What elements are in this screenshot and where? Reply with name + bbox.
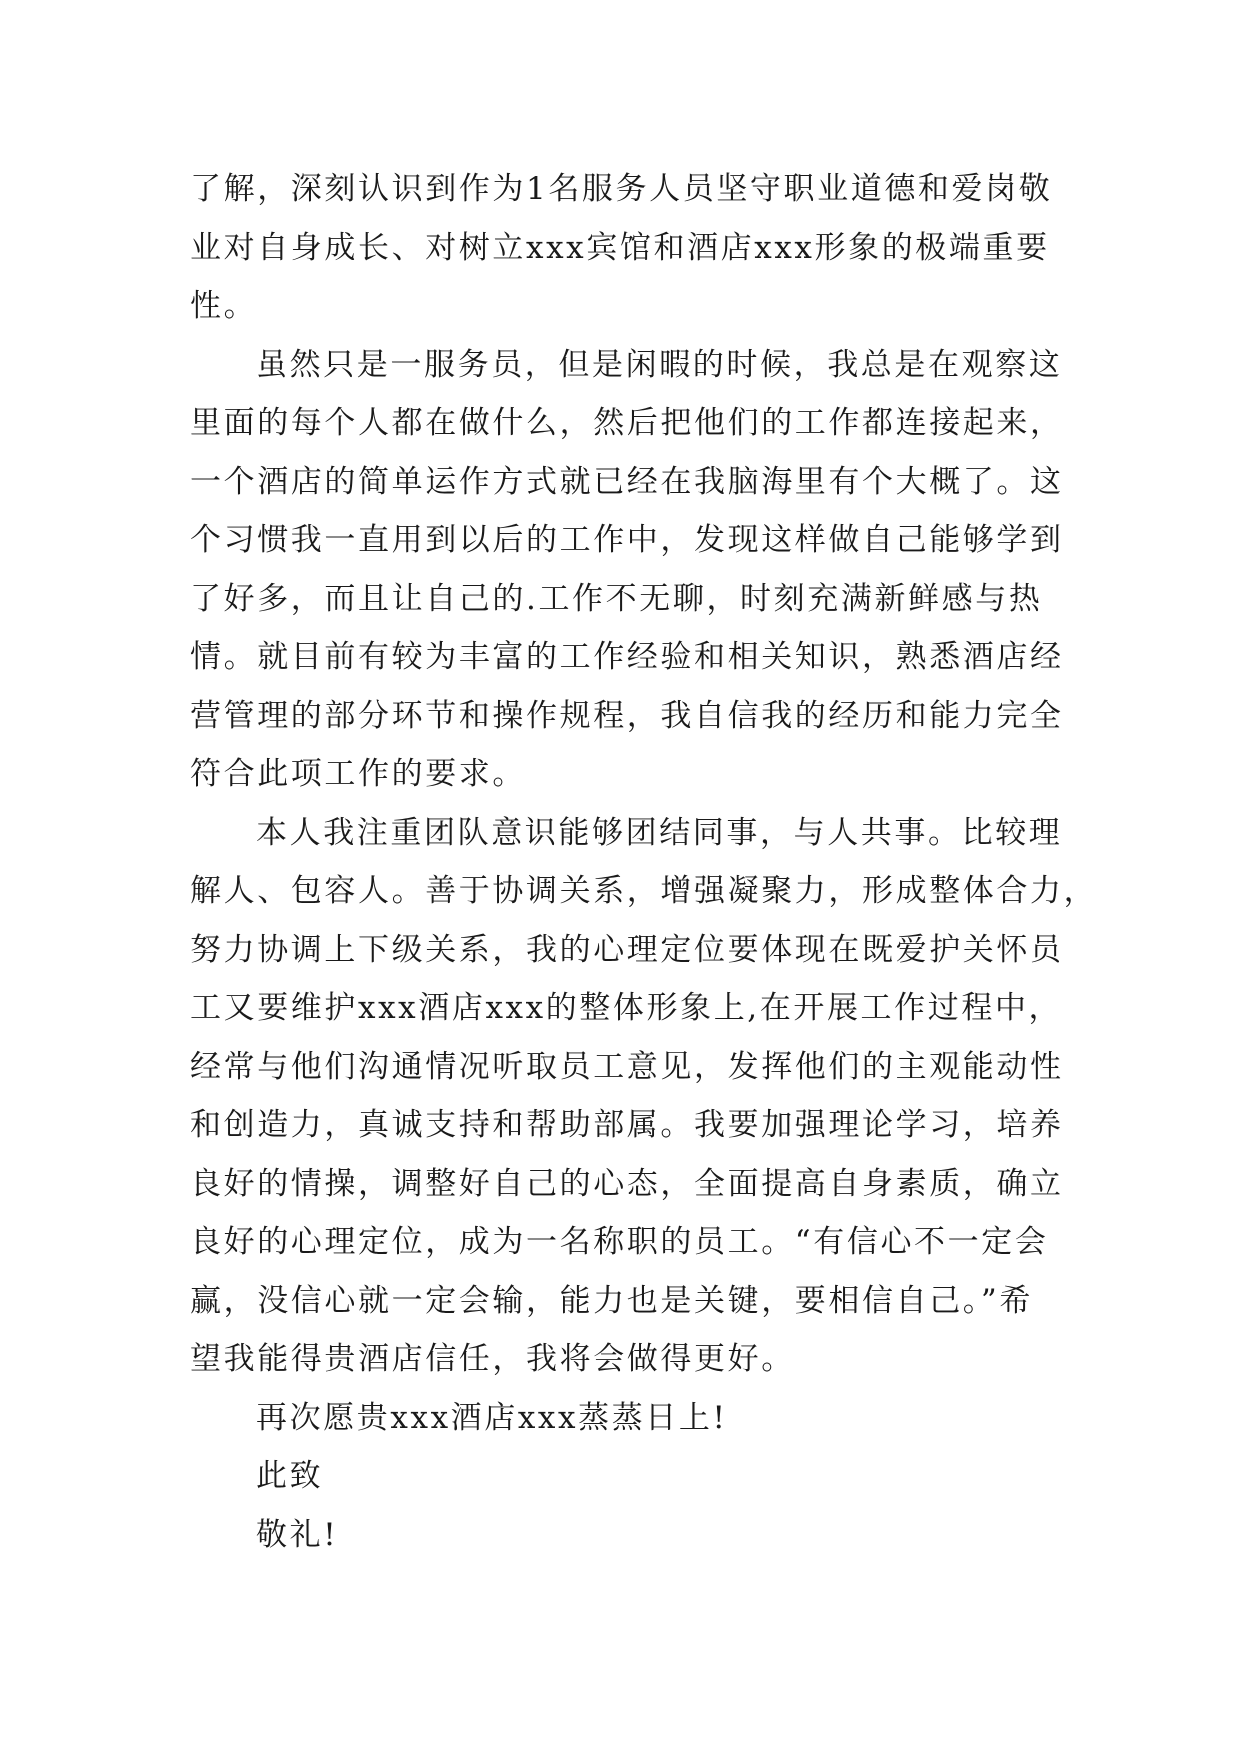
paragraph-teamwork bbox=[190, 804, 1098, 1389]
text-line: 努力协调上下级关系，我的心理定位要体现在既爱护关怀员 bbox=[190, 931, 1064, 968]
text-line: 本人我注重团队意识能够团结同事，与人共事。比较理 bbox=[256, 814, 1063, 851]
text-line: 望我能得贵酒店信任，我将会做得更好。 bbox=[190, 1341, 795, 1377]
text-line: 赢，没信心就一定会输，能力也是关键，要相信自己。”希 bbox=[190, 1282, 1033, 1319]
letter-body bbox=[190, 160, 1098, 1564]
text-line: 里面的每个人都在做什么，然后把他们的工作都连接起来， bbox=[190, 405, 1064, 441]
closing-regards bbox=[190, 1506, 1050, 1565]
paragraph-understanding bbox=[190, 160, 1053, 336]
text-line: 性。 bbox=[190, 288, 258, 324]
paragraph-wishes bbox=[190, 1389, 1050, 1448]
text-line: 个习惯我一直用到以后的工作中，发现这样做自己能够学到 bbox=[190, 522, 1064, 558]
text-line: 营管理的部分环节和操作规程，我自信我的经历和能力完全 bbox=[190, 697, 1064, 734]
paragraph-experience bbox=[190, 336, 1064, 804]
text-line: 此致 bbox=[256, 1458, 324, 1494]
text-line: 良好的心理定位，成为一名称职的员工。“有信心不一定会 bbox=[190, 1224, 1049, 1260]
text-line: 经常与他们沟通情况听取员工意见，发挥他们的主观能动性 bbox=[190, 1048, 1064, 1085]
text-line: 再次愿贵xxx酒店xxx蒸蒸日上! bbox=[256, 1399, 728, 1436]
text-line: 工又要维护xxx酒店xxx的整体形象上,在开展工作过程中， bbox=[190, 990, 1063, 1026]
text-line: 敬礼! bbox=[256, 1516, 339, 1553]
text-line: 和创造力，真诚支持和帮助部属。我要加强理论学习，培养 bbox=[190, 1107, 1064, 1143]
text-line: 情。就目前有较为丰富的工作经验和相关知识，熟悉酒店经 bbox=[190, 639, 1064, 675]
text-line: 符合此项工作的要求。 bbox=[190, 756, 526, 792]
text-line: 虽然只是一服务员，但是闲暇的时候，我总是在观察这 bbox=[256, 346, 1063, 383]
text-line: 了解，深刻认识到作为1名服务人员坚守职业道德和爱岗敬 bbox=[190, 171, 1053, 207]
text-line: 了好多，而且让自己的.工作不无聊，时刻充满新鲜感与热 bbox=[190, 580, 1043, 617]
text-line: 业对自身成长、对树立xxx宾馆和酒店xxx形象的极端重要 bbox=[190, 229, 1050, 266]
text-line: 一个酒店的简单运作方式就已经在我脑海里有个大概了。这 bbox=[190, 463, 1064, 500]
closing-salutation bbox=[190, 1447, 1050, 1506]
text-line: 良好的情操，调整好自己的心态，全面提高自身素质，确立 bbox=[190, 1165, 1064, 1202]
text-line: 解人、包容人。善于协调关系，增强凝聚力，形成整体合力， bbox=[190, 873, 1098, 909]
